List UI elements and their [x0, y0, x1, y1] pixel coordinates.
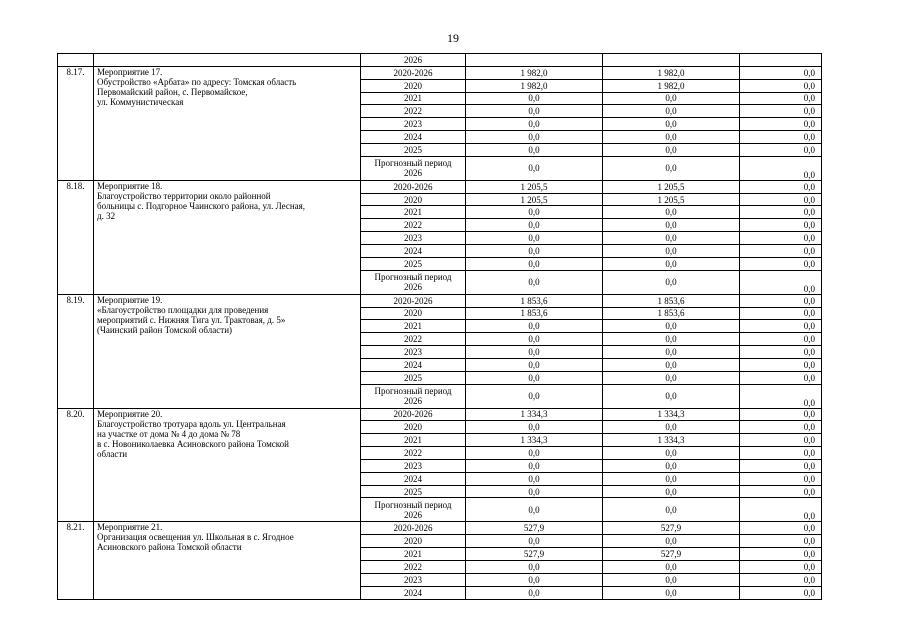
- other-cell: 0,0: [740, 485, 822, 498]
- measure-description-line: д. 32: [97, 210, 116, 221]
- local-budget-cell: 1 853,6: [603, 307, 740, 320]
- measure-description-line: больницы с. Подгорное Чаинского района, ул. Лесная,: [97, 200, 306, 211]
- year-cell: 2025: [361, 371, 466, 384]
- forecast-label: Прогнозный период: [374, 386, 452, 397]
- total-cell: 0,0: [466, 92, 603, 105]
- year-cell: 2024: [361, 244, 466, 257]
- local-budget-cell: 0,0: [603, 206, 740, 219]
- total-cell: 0,0: [466, 358, 603, 371]
- local-budget-cell: 0,0: [603, 358, 740, 371]
- local-budget-cell: 0,0: [603, 105, 740, 118]
- other-cell: 0,0: [740, 498, 822, 522]
- forecast-label-cell: [361, 156, 466, 180]
- other-cell: 0,0: [740, 561, 822, 574]
- measure-description-line: Благоустройство тротуара вдоль ул. Центральная: [97, 418, 286, 429]
- forecast-year: 2026: [404, 282, 422, 293]
- year-cell: 2023: [361, 573, 466, 586]
- local-budget-cell: 0,0: [603, 257, 740, 270]
- year-cell: 2024: [361, 472, 466, 485]
- total-cell: 0,0: [466, 143, 603, 156]
- measure-number: 8.17.: [58, 66, 94, 180]
- total-cell: [466, 54, 603, 67]
- total-cell: 527,9: [466, 522, 603, 535]
- other-cell: 0,0: [740, 459, 822, 472]
- measure-description: [94, 294, 361, 408]
- table-row: [58, 294, 822, 307]
- local-budget-cell: 1 205,5: [603, 193, 740, 206]
- local-budget-cell: 1 853,6: [603, 294, 740, 307]
- forecast-year: 2026: [404, 396, 422, 407]
- local-budget-cell: 0,0: [603, 459, 740, 472]
- other-cell: 0,0: [740, 105, 822, 118]
- local-budget-cell: 1 334,3: [603, 408, 740, 421]
- local-budget-cell: 527,9: [603, 522, 740, 535]
- other-cell: 0,0: [740, 206, 822, 219]
- measure-title: Мероприятие 21.: [97, 522, 163, 533]
- local-budget-cell: 1 334,3: [603, 434, 740, 447]
- total-cell: 1 205,5: [466, 180, 603, 193]
- measure-description-line: в с. Новониколаевка Асиновского района Томской: [97, 438, 289, 449]
- year-cell: 2023: [361, 459, 466, 472]
- local-budget-cell: 0,0: [603, 472, 740, 485]
- table-row: [58, 180, 822, 193]
- other-cell: 0,0: [740, 294, 822, 307]
- total-cell: 0,0: [466, 472, 603, 485]
- measure-number: 8.20.: [58, 408, 94, 522]
- other-cell: 0,0: [740, 219, 822, 232]
- local-budget-cell: 0,0: [603, 219, 740, 232]
- year-cell: 2024: [361, 586, 466, 599]
- other-cell: 0,0: [740, 118, 822, 131]
- year-cell: 2025: [361, 485, 466, 498]
- number-cell: [58, 54, 94, 67]
- table-row-continuation: [58, 54, 822, 67]
- total-cell: 0,0: [466, 535, 603, 548]
- other-cell: [740, 54, 822, 67]
- other-cell: 0,0: [740, 131, 822, 144]
- measure-number: 8.19.: [58, 294, 94, 408]
- other-cell: 0,0: [740, 548, 822, 561]
- local-budget-cell: 0,0: [603, 561, 740, 574]
- total-cell: 1 334,3: [466, 434, 603, 447]
- local-budget-cell: 0,0: [603, 244, 740, 257]
- measure-description: [94, 66, 361, 180]
- other-cell: 0,0: [740, 358, 822, 371]
- measure-description: [94, 408, 361, 522]
- other-cell: 0,0: [740, 92, 822, 105]
- local-budget-cell: 0,0: [603, 573, 740, 586]
- forecast-label-cell: [361, 384, 466, 408]
- year-cell: 2025: [361, 257, 466, 270]
- total-cell: 0,0: [466, 105, 603, 118]
- measure-title: Мероприятие 17.: [97, 66, 163, 77]
- other-cell: 0,0: [740, 180, 822, 193]
- year-cell: 2021: [361, 206, 466, 219]
- local-budget-cell: 0,0: [603, 384, 740, 408]
- forecast-year: 2026: [404, 168, 422, 179]
- measure-number: 8.21.: [58, 522, 94, 599]
- local-budget-cell: 0,0: [603, 92, 740, 105]
- year-cell: 2026: [361, 54, 466, 67]
- measure-description-line: Асиновского района Томской области: [97, 542, 242, 553]
- measure-description-line: (Чаинский район Томской области): [97, 324, 233, 335]
- page-number: 19: [447, 31, 459, 45]
- local-budget-cell: 0,0: [603, 371, 740, 384]
- forecast-label: Прогнозный период: [374, 158, 452, 169]
- local-budget-cell: 0,0: [603, 498, 740, 522]
- local-budget-cell: 0,0: [603, 535, 740, 548]
- local-budget-cell: 0,0: [603, 143, 740, 156]
- other-cell: 0,0: [740, 346, 822, 359]
- local-budget-cell: 0,0: [603, 421, 740, 434]
- year-cell: 2021: [361, 548, 466, 561]
- year-cell: 2023: [361, 346, 466, 359]
- total-cell: 0,0: [466, 421, 603, 434]
- other-cell: 0,0: [740, 472, 822, 485]
- year-cell: 2021: [361, 434, 466, 447]
- other-cell: 0,0: [740, 257, 822, 270]
- year-cell: 2023: [361, 232, 466, 245]
- other-cell: 0,0: [740, 447, 822, 460]
- forecast-year: 2026: [404, 509, 422, 520]
- total-cell: 0,0: [466, 232, 603, 245]
- total-cell: 0,0: [466, 270, 603, 294]
- year-cell: 2020-2026: [361, 522, 466, 535]
- local-budget-cell: 1 205,5: [603, 180, 740, 193]
- year-cell: 2021: [361, 320, 466, 333]
- total-cell: 0,0: [466, 459, 603, 472]
- other-cell: 0,0: [740, 79, 822, 92]
- year-cell: 2022: [361, 105, 466, 118]
- year-cell: 2024: [361, 131, 466, 144]
- total-cell: 0,0: [466, 371, 603, 384]
- local-budget-cell: [603, 54, 740, 67]
- other-cell: 0,0: [740, 143, 822, 156]
- total-cell: 0,0: [466, 384, 603, 408]
- total-cell: 0,0: [466, 156, 603, 180]
- other-cell: 0,0: [740, 586, 822, 599]
- total-cell: 1 334,3: [466, 408, 603, 421]
- local-budget-cell: 0,0: [603, 320, 740, 333]
- other-cell: 0,0: [740, 244, 822, 257]
- total-cell: 1 853,6: [466, 307, 603, 320]
- year-cell: 2020-2026: [361, 408, 466, 421]
- year-cell: 2020: [361, 79, 466, 92]
- other-cell: 0,0: [740, 421, 822, 434]
- total-cell: 0,0: [466, 333, 603, 346]
- total-cell: 0,0: [466, 118, 603, 131]
- total-cell: 0,0: [466, 498, 603, 522]
- total-cell: 0,0: [466, 206, 603, 219]
- year-cell: 2022: [361, 447, 466, 460]
- forecast-label: Прогнозный период: [374, 499, 452, 510]
- table-row: [58, 408, 822, 421]
- measure-title: Мероприятие 18.: [97, 180, 163, 191]
- year-cell: 2020-2026: [361, 294, 466, 307]
- other-cell: 0,0: [740, 333, 822, 346]
- measure-title: Мероприятие 19.: [97, 294, 163, 305]
- total-cell: 0,0: [466, 561, 603, 574]
- other-cell: 0,0: [740, 270, 822, 294]
- measure-description-line: ул. Коммунистическая: [97, 96, 184, 107]
- other-cell: 0,0: [740, 320, 822, 333]
- other-cell: 0,0: [740, 193, 822, 206]
- total-cell: 0,0: [466, 586, 603, 599]
- local-budget-cell: 0,0: [603, 131, 740, 144]
- description-cell: [94, 54, 361, 67]
- other-cell: 0,0: [740, 535, 822, 548]
- year-cell: 2021: [361, 92, 466, 105]
- measure-description-line: Первомайский район, с. Первомайское,: [97, 86, 248, 97]
- other-cell: 0,0: [740, 408, 822, 421]
- year-cell: 2020: [361, 535, 466, 548]
- year-cell: 2022: [361, 561, 466, 574]
- other-cell: 0,0: [740, 232, 822, 245]
- measure-description-line: Обустройство «Арбата» по адресу: Томская область: [97, 76, 297, 87]
- measure-title: Мероприятие 20.: [97, 408, 163, 419]
- total-cell: 0,0: [466, 573, 603, 586]
- other-cell: 0,0: [740, 307, 822, 320]
- year-cell: 2020: [361, 193, 466, 206]
- measure-number: 8.18.: [58, 180, 94, 294]
- other-cell: 0,0: [740, 384, 822, 408]
- measure-description: [94, 522, 361, 599]
- year-cell: 2020-2026: [361, 66, 466, 79]
- measure-description-line: области: [97, 448, 128, 459]
- measure-description-line: «Благоустройство площадки для проведения: [97, 304, 269, 315]
- forecast-label-cell: [361, 270, 466, 294]
- year-cell: 2024: [361, 358, 466, 371]
- measure-description-line: на участке от дома № 4 до дома № 78: [97, 428, 241, 439]
- local-budget-cell: 527,9: [603, 548, 740, 561]
- total-cell: 0,0: [466, 485, 603, 498]
- forecast-label: Прогнозный период: [374, 272, 452, 283]
- budget-table: [57, 53, 822, 600]
- total-cell: 0,0: [466, 346, 603, 359]
- measure-description-line: мероприятий с. Нижняя Тига ул. Трактовая, д. 5»: [97, 314, 286, 325]
- other-cell: 0,0: [740, 434, 822, 447]
- table-body: [58, 54, 822, 600]
- total-cell: 1 205,5: [466, 193, 603, 206]
- year-cell: 2020: [361, 307, 466, 320]
- local-budget-cell: 1 982,0: [603, 79, 740, 92]
- total-cell: 1 853,6: [466, 294, 603, 307]
- year-cell: 2022: [361, 333, 466, 346]
- local-budget-cell: 0,0: [603, 232, 740, 245]
- forecast-label-cell: [361, 498, 466, 522]
- year-cell: 2020-2026: [361, 180, 466, 193]
- table-row: [58, 66, 822, 79]
- other-cell: 0,0: [740, 66, 822, 79]
- local-budget-cell: 0,0: [603, 485, 740, 498]
- total-cell: 0,0: [466, 447, 603, 460]
- other-cell: 0,0: [740, 371, 822, 384]
- local-budget-cell: 1 982,0: [603, 66, 740, 79]
- year-cell: 2022: [361, 219, 466, 232]
- total-cell: 0,0: [466, 257, 603, 270]
- local-budget-cell: 0,0: [603, 447, 740, 460]
- local-budget-cell: 0,0: [603, 270, 740, 294]
- total-cell: 0,0: [466, 320, 603, 333]
- year-cell: 2025: [361, 143, 466, 156]
- measure-description: [94, 180, 361, 294]
- total-cell: 1 982,0: [466, 66, 603, 79]
- year-cell: 2023: [361, 118, 466, 131]
- total-cell: 0,0: [466, 219, 603, 232]
- table-row: [58, 522, 822, 535]
- measure-description-line: Организация освещения ул. Школьная в с. Ягодное: [97, 532, 294, 543]
- other-cell: 0,0: [740, 156, 822, 180]
- local-budget-cell: 0,0: [603, 346, 740, 359]
- local-budget-cell: 0,0: [603, 333, 740, 346]
- other-cell: 0,0: [740, 573, 822, 586]
- other-cell: 0,0: [740, 522, 822, 535]
- local-budget-cell: 0,0: [603, 156, 740, 180]
- total-cell: 1 982,0: [466, 79, 603, 92]
- total-cell: 0,0: [466, 244, 603, 257]
- year-cell: 2020: [361, 421, 466, 434]
- local-budget-cell: 0,0: [603, 118, 740, 131]
- total-cell: 0,0: [466, 131, 603, 144]
- local-budget-cell: 0,0: [603, 586, 740, 599]
- total-cell: 527,9: [466, 548, 603, 561]
- measure-description-line: Благоустройство территории около районной: [97, 190, 271, 201]
